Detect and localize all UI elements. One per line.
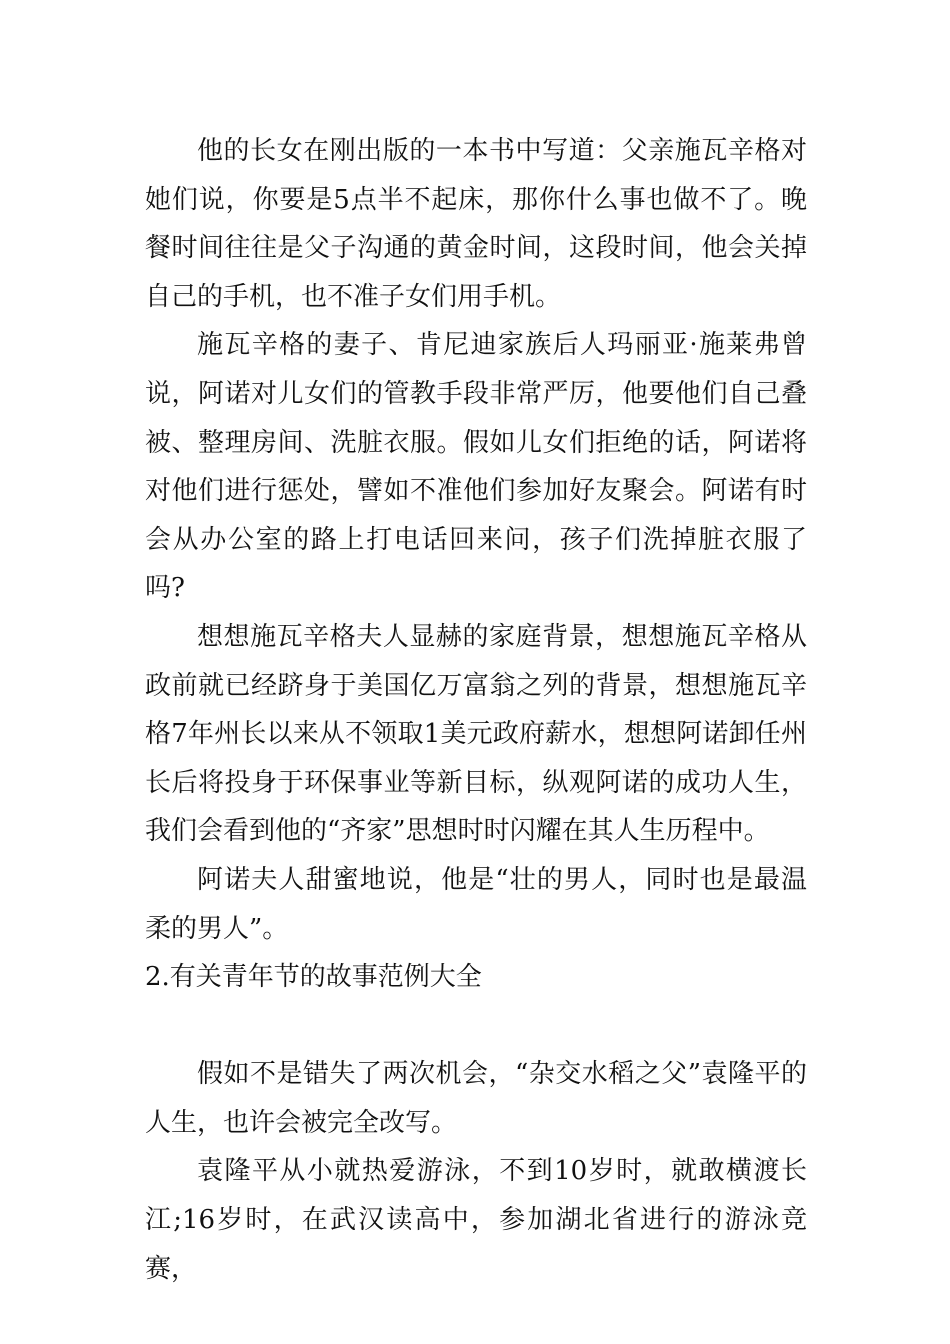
section-heading: 2.有关青年节的故事范例大全 xyxy=(145,962,482,993)
blank-line xyxy=(145,1002,807,1051)
paragraph: 阿诺夫人甜蜜地说，他是“壮的男人，同时也是最温柔的男人”。 xyxy=(145,864,807,944)
paragraph: 袁隆平从小就热爱游泳，不到10岁时，就敢横渡长江;16岁时，在武汉读高中，参加湖北省进行的游泳竞赛， xyxy=(145,1156,807,1284)
paragraph: 施瓦辛格的妻子、肯尼迪家族后人玛丽亚·施莱弗曾说，阿诺对儿女们的管教手段非常严厉，他要他们自己叠被、整理房间、洗脏衣服。假如儿女们拒绝的话，阿诺将对他们进行惩处，譬如不准他们参加好友聚会。阿诺有时会从办公室的路上打电话回来问，孩子们洗掉脏衣服了吗? xyxy=(145,330,807,604)
document-body xyxy=(145,127,807,1293)
paragraph: 假如不是错失了两次机会，“杂交水稻之父”袁隆平的人生，也许会被完全改写。 xyxy=(145,1059,807,1138)
paragraph: 他的长女在刚出版的一本书中写道：父亲施瓦辛格对她们说，你要是5点半不起床，那你什么事也做不了。晚餐时间往往是父子沟通的黄金时间，这段时间，他会关掉自己的手机，也不准子女们用手机。 xyxy=(145,136,807,312)
paragraph: 想想施瓦辛格夫人显赫的家庭背景，想想施瓦辛格从政前就已经跻身于美国亿万富翁之列的背景，想想施瓦辛格7年州长以来从不领取1美元政府薪水，想想阿诺卸任州长后将投身于环保事业等新目标，纵观阿诺的成功人生，我们会看到他的“齐家”思想时时闪耀在其人生历程中。 xyxy=(145,621,807,847)
